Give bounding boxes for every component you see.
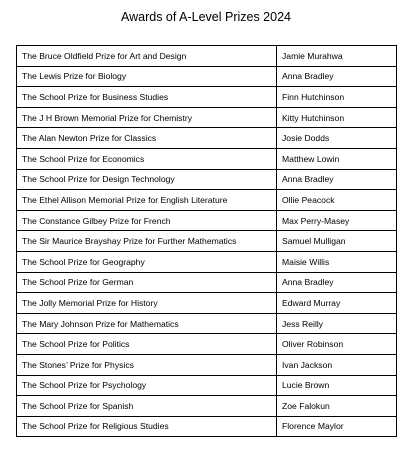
prize-name-cell: The Jolly Memorial Prize for History [17, 293, 277, 314]
prize-name-cell: The Alan Newton Prize for Classics [17, 128, 277, 149]
winner-name-cell: Finn Hutchinson [277, 87, 397, 108]
table-row [17, 313, 397, 334]
table-row [17, 107, 397, 128]
prize-name-cell: The Lewis Prize for Biology [17, 66, 277, 87]
winner-name-cell: Anna Bradley [277, 169, 397, 190]
winner-name-cell: Lucie Brown [277, 375, 397, 396]
prize-name-cell: The School Prize for Politics [17, 334, 277, 355]
table-row [17, 396, 397, 417]
winner-name-cell: Oliver Robinson [277, 334, 397, 355]
table-row [17, 251, 397, 272]
winner-name-cell: Max Perry-Masey [277, 210, 397, 231]
winner-name-cell: Kitty Hutchinson [277, 107, 397, 128]
prize-name-cell: The School Prize for Religious Studies [17, 416, 277, 437]
winner-name-cell: Zoe Falokun [277, 396, 397, 417]
winner-name-cell: Ollie Peacock [277, 190, 397, 211]
table-row [17, 66, 397, 87]
prize-name-cell: The School Prize for Geography [17, 251, 277, 272]
winner-name-cell: Josie Dodds [277, 128, 397, 149]
table-row [17, 128, 397, 149]
prize-name-cell: The Ethel Allison Memorial Prize for English Literature [17, 190, 277, 211]
winner-name-cell: Ivan Jackson [277, 354, 397, 375]
prize-name-cell: The School Prize for Business Studies [17, 87, 277, 108]
prize-name-cell: The School Prize for German [17, 272, 277, 293]
table-row [17, 87, 397, 108]
prize-name-cell: The School Prize for Economics [17, 148, 277, 169]
prize-table [16, 45, 397, 437]
table-row [17, 334, 397, 355]
winner-name-cell: Jess Reilly [277, 313, 397, 334]
prize-name-cell: The Constance Gilbey Prize for French [17, 210, 277, 231]
table-row [17, 148, 397, 169]
prize-name-cell: The Bruce Oldfield Prize for Art and Design [17, 46, 277, 67]
prize-name-cell: The School Prize for Spanish [17, 396, 277, 417]
winner-name-cell: Anna Bradley [277, 66, 397, 87]
prize-name-cell: The School Prize for Design Technology [17, 169, 277, 190]
prize-name-cell: The School Prize for Psychology [17, 375, 277, 396]
prize-name-cell: The Stones’ Prize for Physics [17, 354, 277, 375]
winner-name-cell: Anna Bradley [277, 272, 397, 293]
winner-name-cell: Maisie Willis [277, 251, 397, 272]
prize-table-body [17, 46, 397, 437]
table-row [17, 231, 397, 252]
table-row [17, 46, 397, 67]
winner-name-cell: Edward Murray [277, 293, 397, 314]
table-row [17, 169, 397, 190]
table-row [17, 354, 397, 375]
table-row [17, 190, 397, 211]
winner-name-cell: Matthew Lowin [277, 148, 397, 169]
winner-name-cell: Jamie Murahwa [277, 46, 397, 67]
page-title: Awards of A-Level Prizes 2024 [120, 10, 291, 24]
table-row [17, 210, 397, 231]
prize-name-cell: The J H Brown Memorial Prize for Chemistry [17, 107, 277, 128]
prize-name-cell: The Mary Johnson Prize for Mathematics [17, 313, 277, 334]
table-row [17, 375, 397, 396]
winner-name-cell: Samuel Mulligan [277, 231, 397, 252]
table-row [17, 416, 397, 437]
table-row [17, 293, 397, 314]
table-row [17, 272, 397, 293]
winner-name-cell: Florence Maylor [277, 416, 397, 437]
prize-name-cell: The Sir Maurice Brayshay Prize for Further Mathematics [17, 231, 277, 252]
